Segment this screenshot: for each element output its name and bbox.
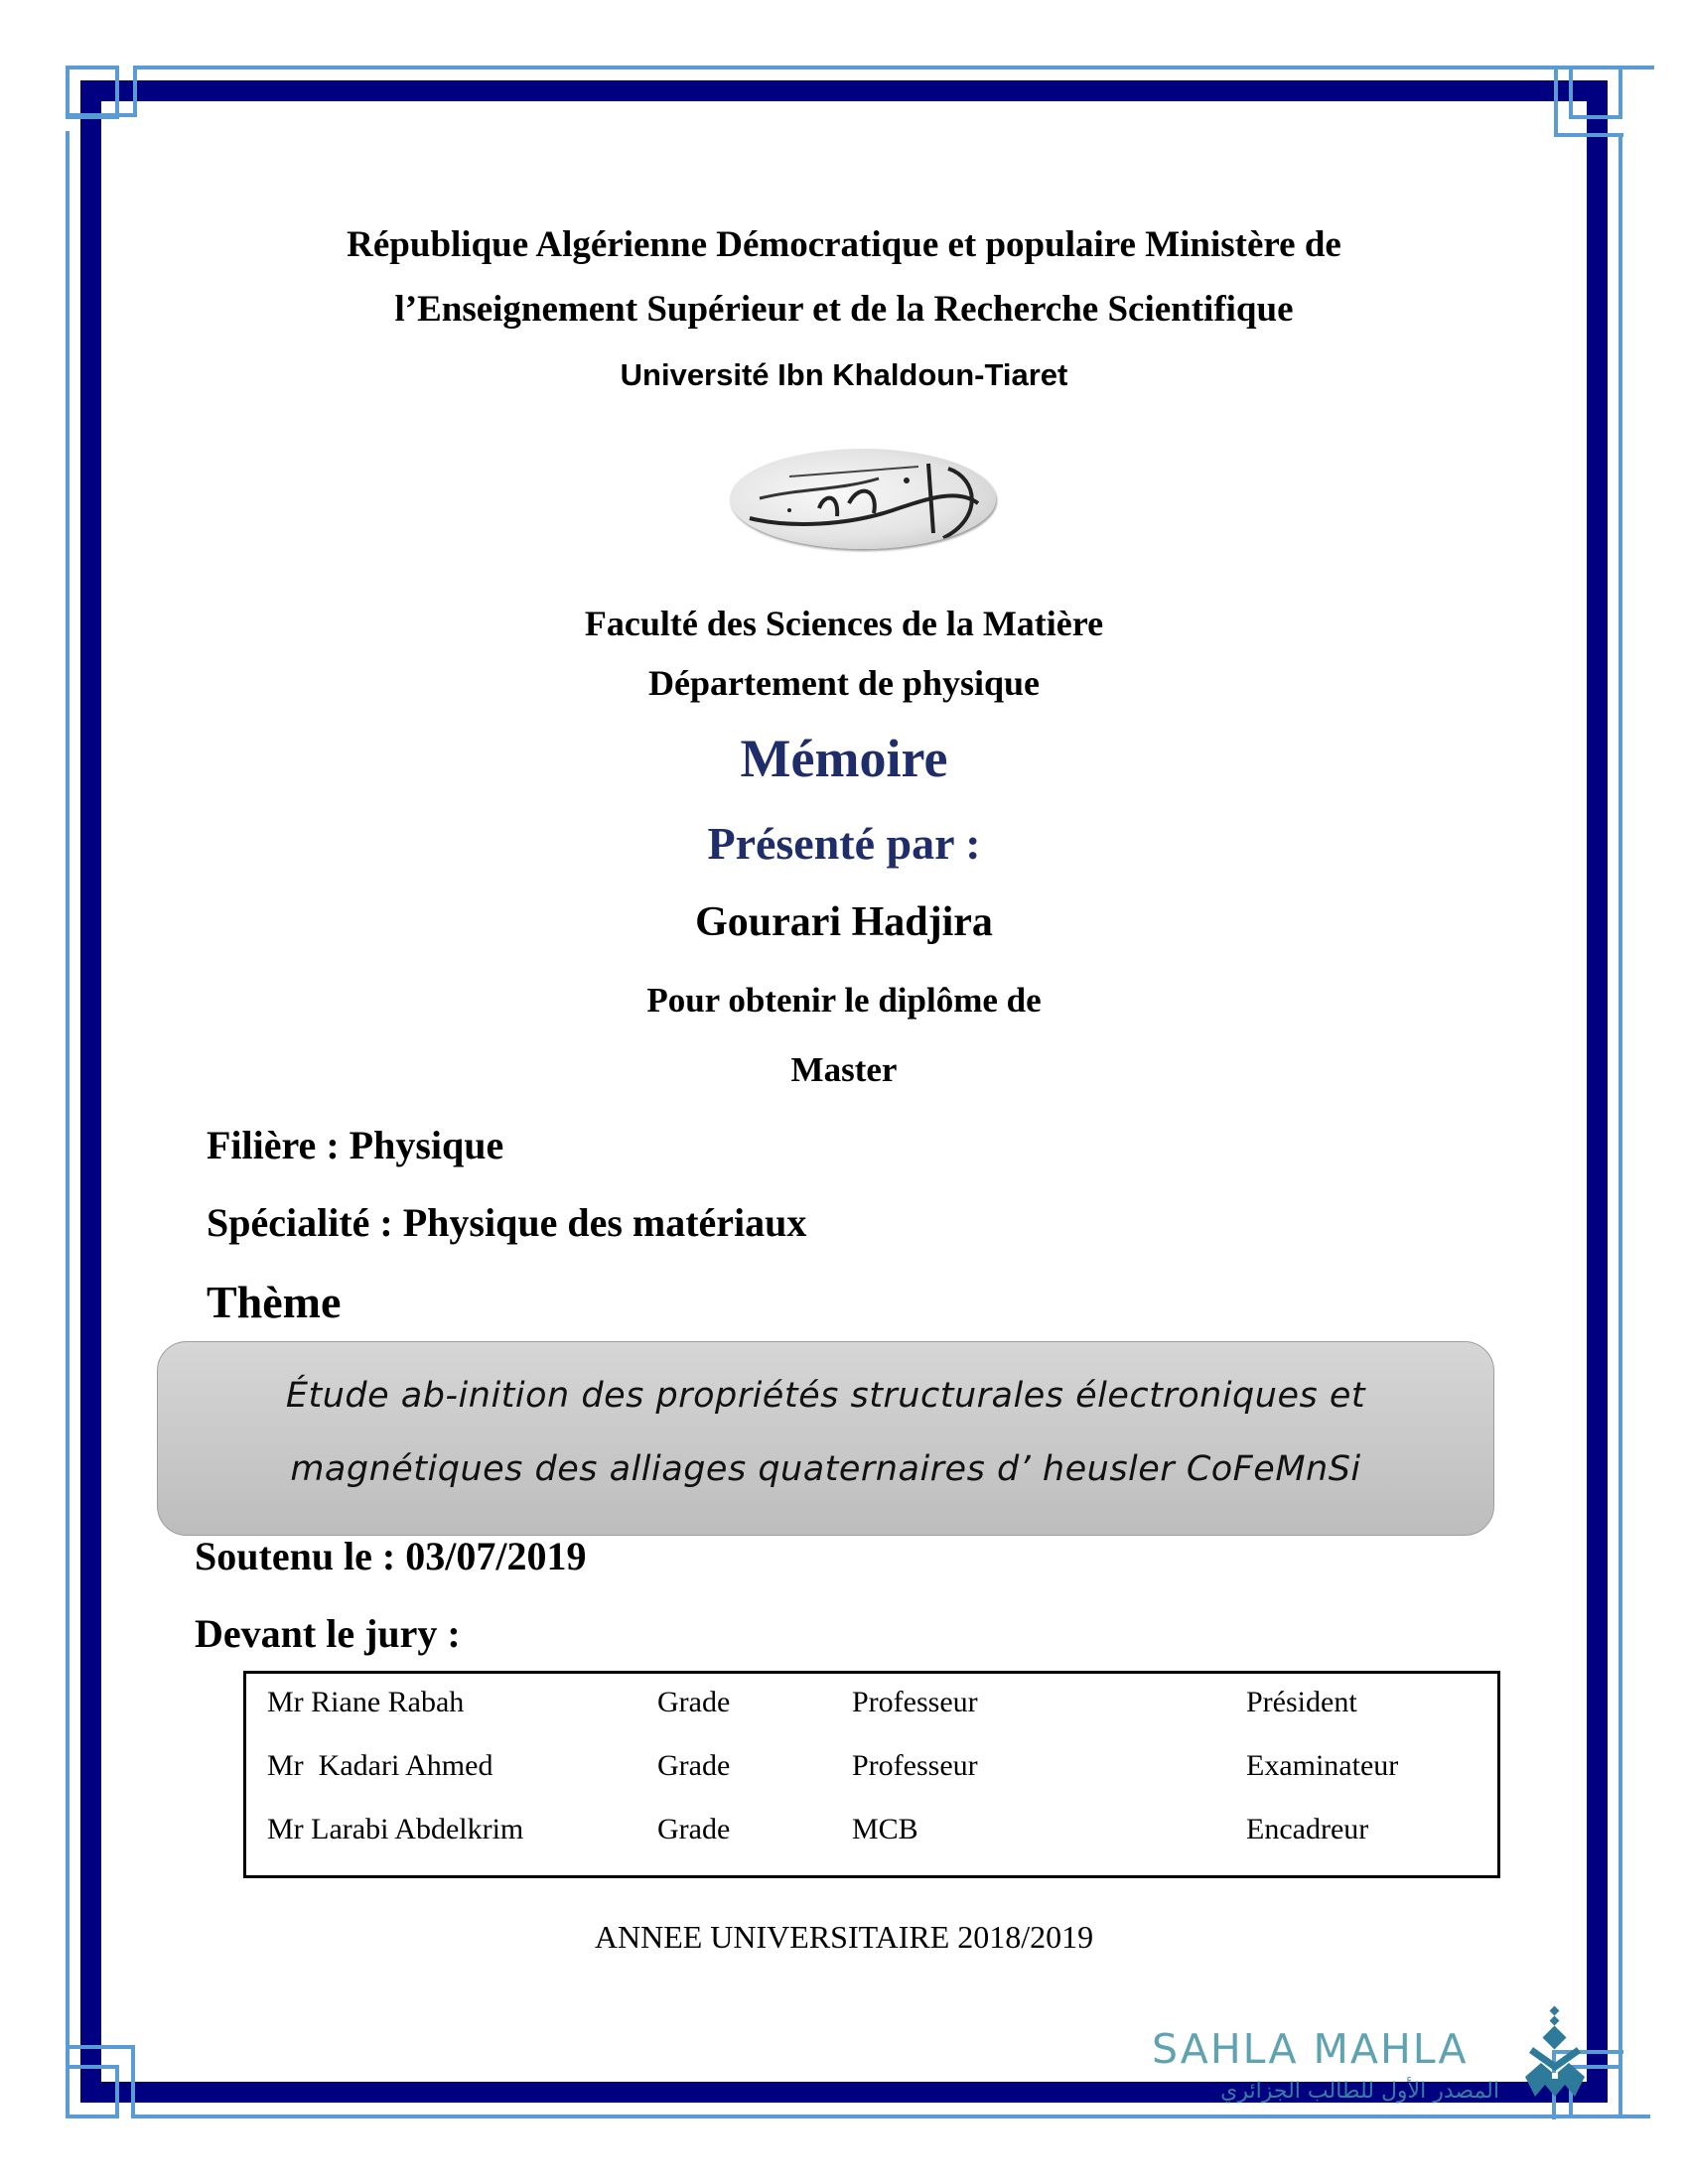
frame-corner-tl-b [66, 66, 137, 117]
watermark-tagline: المصدر الأول للطالب الجزائري [1220, 2079, 1499, 2104]
diploma-line: Pour obtenir le diplôme de [646, 981, 1042, 1020]
theme-title-line-1: Étude ab-inition des propriétés structurales électroniques et [285, 1376, 1366, 1416]
frame-corner-tr-b [1554, 66, 1623, 137]
faculty-name: Faculté des Sciences de la Matière [584, 604, 1104, 643]
diploma-name: Master [790, 1050, 898, 1089]
theme-box [157, 1341, 1494, 1536]
author-name: Gourari Hadjira [695, 899, 993, 945]
header-ministry-line-2: l’Enseignement Supérieur et de la Recherche Scientifique [394, 289, 1294, 330]
jury-grade-label: Grade [657, 1749, 731, 1782]
presented-by-label: Présenté par : [707, 818, 981, 869]
document-type-title: Mémoire [740, 729, 948, 788]
watermark-brand: SAHLA MAHLA [1152, 2025, 1469, 2073]
jury-member-name: Mr Kadari Ahmed [267, 1749, 493, 1782]
sahla-mahla-logo-icon [1519, 2005, 1591, 2105]
jury-member-name: Mr Larabi Abdelkrim [267, 1813, 524, 1845]
jury-member-name: Mr Riane Rabah [267, 1686, 465, 1718]
jury-row [246, 1813, 1497, 1852]
academic-year: ANNEE UNIVERSITAIRE 2018/2019 [594, 1919, 1094, 1955]
university-logo [730, 449, 996, 549]
jury-grade: Professeur [852, 1686, 978, 1718]
jury-grade-label: Grade [657, 1813, 731, 1845]
frame-outer-line-right [1618, 135, 1622, 2101]
frame-outer-line-bottom [131, 2115, 1650, 2118]
jury-label: Devant le jury : [195, 1611, 461, 1656]
frame-navy-top [80, 80, 1608, 101]
jury-table [243, 1671, 1500, 1878]
jury-role: Examinateur [1246, 1749, 1399, 1782]
jury-grade-label: Grade [657, 1686, 731, 1718]
jury-row [246, 1749, 1497, 1789]
frame-outer-line-left [66, 131, 70, 2097]
theme-label: Thème [207, 1277, 342, 1327]
jury-grade: MCB [852, 1813, 918, 1845]
header-ministry-line-1: République Algérienne Démocratique et populaire Ministère de [347, 224, 1341, 265]
jury-role: Encadreur [1246, 1813, 1369, 1845]
theme-title-line-2: magnétiques des alliages quaternaires d’ heusler CoFeMnSi [290, 1449, 1361, 1489]
department-name: Département de physique [648, 663, 1040, 703]
jury-row [246, 1686, 1497, 1725]
defense-date: Soutenu le : 03/07/2019 [195, 1534, 587, 1578]
frame-corner-bl-b [66, 2045, 135, 2118]
filiere-label: Filière : Physique [207, 1123, 504, 1167]
arabic-calligraphy-seal-icon [730, 449, 996, 549]
jury-role: Président [1246, 1686, 1357, 1718]
university-name: Université Ibn Khaldoun-Tiaret [620, 357, 1068, 392]
jury-grade: Professeur [852, 1749, 978, 1782]
specialite-label: Spécialité : Physique des matériaux [207, 1200, 807, 1245]
frame-outer-line-top [135, 66, 1654, 69]
